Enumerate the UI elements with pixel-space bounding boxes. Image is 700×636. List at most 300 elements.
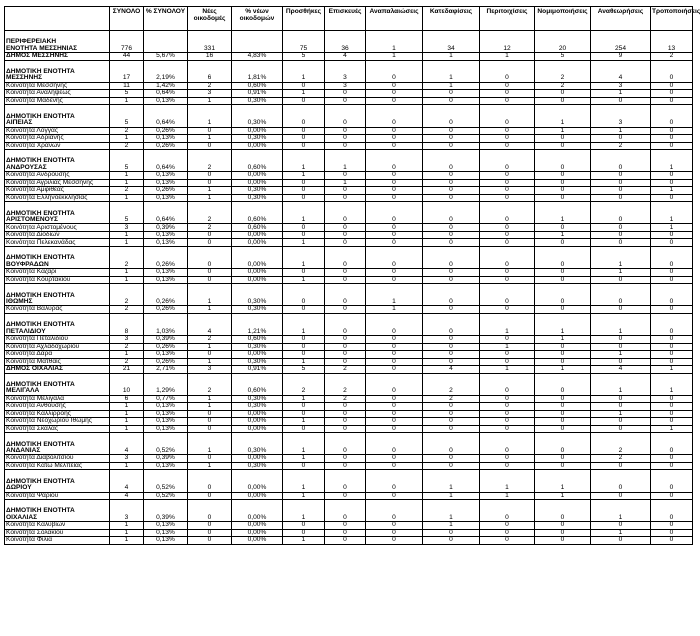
table-cell: 776: [110, 31, 144, 53]
table-cell: 1: [110, 269, 144, 277]
table-row: [5, 529, 693, 537]
table-cell: 0: [651, 492, 693, 500]
table-cell: 0: [366, 269, 423, 277]
table-cell: 0: [325, 97, 366, 105]
row-label-line: Κοινότητα Διοδίων: [6, 231, 60, 239]
table-cell: 0: [651, 433, 693, 455]
table-cell: 0: [591, 97, 651, 105]
table-cell: 2: [110, 127, 144, 135]
table-cell: 1: [283, 246, 325, 268]
table-cell: 0,13%: [144, 529, 188, 537]
table-cell: 0: [651, 403, 693, 411]
table-row: [5, 82, 693, 90]
table-cell: 0: [423, 202, 480, 224]
table-cell: 0: [651, 246, 693, 268]
table-cell: 1: [651, 150, 693, 172]
table-cell: 0,00%: [232, 537, 283, 545]
table-cell: 1: [110, 537, 144, 545]
row-label: [5, 194, 110, 202]
table-cell: [232, 31, 283, 53]
table-cell: 0,00%: [232, 410, 283, 418]
table-cell: 0: [480, 455, 535, 463]
table-cell: 0: [366, 150, 423, 172]
table-cell: 0: [480, 336, 535, 344]
table-cell: 0: [366, 358, 423, 366]
table-cell: 0,26%: [144, 358, 188, 366]
table-cell: 0: [366, 90, 423, 98]
table-cell: 0: [480, 537, 535, 545]
table-cell: 21: [110, 366, 144, 374]
table-cell: 1: [480, 53, 535, 61]
table-cell: 0: [480, 60, 535, 82]
table-cell: 0: [283, 127, 325, 135]
table-cell: 0,13%: [144, 522, 188, 530]
table-cell: 0: [423, 231, 480, 239]
table-row: [5, 351, 693, 359]
table-cell: 1: [591, 410, 651, 418]
table-cell: 1: [325, 150, 366, 172]
table-cell: 0,00%: [232, 425, 283, 433]
table-cell: 1: [283, 500, 325, 522]
table-cell: 0,30%: [232, 462, 283, 470]
table-cell: 5: [535, 53, 591, 61]
table-cell: 1: [651, 366, 693, 374]
row-label: [5, 336, 110, 344]
row-label: [5, 462, 110, 470]
table-cell: 2: [325, 366, 366, 374]
table-cell: 4: [591, 60, 651, 82]
table-cell: 0: [366, 351, 423, 359]
table-cell: 0: [651, 231, 693, 239]
table-cell: 0: [283, 135, 325, 143]
row-label-line: Κοινότητα Ψαρίου: [6, 491, 59, 499]
table-cell: 0: [188, 410, 232, 418]
table-cell: 0: [325, 462, 366, 470]
table-cell: 0: [651, 395, 693, 403]
header-corner: [5, 7, 110, 31]
row-label-line: ΕΝΟΤΗΤΑ ΜΕΣΣΗΝΙΑΣ: [6, 44, 78, 52]
table-cell: 0: [188, 276, 232, 284]
table-row-group: [5, 202, 693, 224]
table-cell: 0: [283, 224, 325, 232]
table-cell: 0,00%: [232, 500, 283, 522]
row-label-line: ΔΗΜΟΤΙΚΗ ΕΝΟΤΗΤΑ: [6, 68, 75, 76]
table-cell: 0,30%: [232, 194, 283, 202]
table-cell: 1: [480, 492, 535, 500]
table-cell: 0: [535, 529, 591, 537]
row-label-line: ΑΡΙΣΤΟΜΕΝΟΥΣ: [6, 216, 58, 224]
row-label-line: ΑΝΔΑΝΙΑΣ: [6, 446, 41, 454]
table-cell: 5,67%: [144, 53, 188, 61]
table-cell: 0: [283, 306, 325, 314]
table-cell: 0: [535, 455, 591, 463]
row-label-line: Κοινότητα Αγριλιάς Μεσσήνης: [6, 178, 94, 186]
row-label-line: ΑΙΠΕΙΑΣ: [6, 119, 33, 127]
table-cell: 1: [535, 366, 591, 374]
table-cell: 0: [423, 97, 480, 105]
table-cell: 0: [366, 187, 423, 195]
table-cell: 0,00%: [232, 142, 283, 150]
table-cell: 0: [535, 425, 591, 433]
table-cell: 0: [591, 231, 651, 239]
table-cell: 0: [188, 455, 232, 463]
table-cell: 0: [283, 343, 325, 351]
table-cell: 1: [480, 313, 535, 335]
row-label: [5, 31, 110, 53]
table-cell: 0: [325, 231, 366, 239]
table-cell: 0: [423, 410, 480, 418]
table-cell: 0: [366, 142, 423, 150]
table-row-group: [5, 373, 693, 395]
table-cell: 0: [480, 500, 535, 522]
table-cell: 0: [651, 179, 693, 187]
table-cell: 0: [188, 470, 232, 492]
table-cell: 0: [283, 82, 325, 90]
table-cell: 0,13%: [144, 231, 188, 239]
table-cell: 0: [423, 343, 480, 351]
table-cell: 0: [283, 403, 325, 411]
table-cell: 2: [423, 395, 480, 403]
table-row: [5, 425, 693, 433]
table-cell: 16: [188, 53, 232, 61]
table-cell: 1: [423, 492, 480, 500]
table-cell: 0: [591, 537, 651, 545]
table-cell: 0: [651, 418, 693, 426]
table-cell: 0: [325, 522, 366, 530]
table-cell: 1: [283, 90, 325, 98]
table-row-group: [5, 105, 693, 127]
table-cell: 2: [188, 202, 232, 224]
table-cell: 2: [283, 373, 325, 395]
table-cell: 1: [283, 492, 325, 500]
table-cell: 0: [366, 492, 423, 500]
table-cell: 0,30%: [232, 433, 283, 455]
table-cell: 0,26%: [144, 187, 188, 195]
row-label-line: ΔΗΜΟΤΙΚΗ ΕΝΟΤΗΤΑ: [6, 380, 75, 388]
table-cell: 3: [188, 90, 232, 98]
table-cell: 0: [651, 194, 693, 202]
row-label-line: ΠΕΤΑΛΙΔΙΟΥ: [6, 327, 46, 335]
row-label-line: ΔΗΜΟΤΙΚΗ ΕΝΟΤΗΤΑ: [6, 440, 75, 448]
table-cell: 0: [283, 425, 325, 433]
table-cell: 0: [325, 276, 366, 284]
table-cell: 8: [110, 313, 144, 335]
table-cell: 1: [423, 60, 480, 82]
table-cell: 0: [535, 142, 591, 150]
table-row-group: [5, 53, 693, 61]
row-label-line: ΔΗΜΟΤΙΚΗ ΕΝΟΤΗΤΑ: [6, 254, 75, 262]
table-cell: 0,26%: [144, 284, 188, 306]
table-cell: 1: [188, 306, 232, 314]
table-cell: 0,60%: [232, 82, 283, 90]
row-label-line: Κοινότητα Αριστομένους: [6, 223, 77, 231]
table-cell: 0: [480, 410, 535, 418]
table-cell: 5: [110, 105, 144, 127]
table-cell: 0,60%: [232, 336, 283, 344]
table-cell: 0: [423, 529, 480, 537]
table-cell: 0: [591, 135, 651, 143]
table-cell: 0,13%: [144, 179, 188, 187]
table-cell: 2: [188, 224, 232, 232]
table-cell: 1: [110, 172, 144, 180]
table-cell: 1: [283, 395, 325, 403]
table-row: [5, 492, 693, 500]
table-cell: 0: [423, 142, 480, 150]
table-cell: 0: [366, 395, 423, 403]
table-cell: 0,00%: [232, 522, 283, 530]
table-cell: 0: [188, 522, 232, 530]
row-label-line: Κοινότητα Αδριανής: [6, 134, 64, 142]
table-cell: 0,30%: [232, 403, 283, 411]
row-label-line: Κοινότητα Δάρα: [6, 350, 53, 358]
table-row: [5, 269, 693, 277]
table-cell: 0,39%: [144, 224, 188, 232]
table-cell: 0: [188, 529, 232, 537]
table-row-group: [5, 470, 693, 492]
table-cell: 1: [423, 470, 480, 492]
table-cell: 0,26%: [144, 246, 188, 268]
table-cell: 0: [591, 358, 651, 366]
table-cell: 0: [535, 284, 591, 306]
table-cell: 0: [325, 187, 366, 195]
table-row: [5, 276, 693, 284]
table-cell: 0: [480, 172, 535, 180]
table-cell: 1: [283, 150, 325, 172]
table-cell: 1: [535, 336, 591, 344]
header-cell: % ΣΥΝΟΛΟΥ: [144, 7, 188, 31]
row-label: [5, 231, 110, 239]
table-cell: 0: [591, 470, 651, 492]
table-cell: 4: [325, 53, 366, 61]
table-cell: 0: [423, 105, 480, 127]
row-label-line: Κοινότητα Πελεκανάδας: [6, 238, 76, 246]
row-label: [5, 150, 110, 172]
table-cell: 0: [651, 455, 693, 463]
table-cell: 0: [325, 403, 366, 411]
table-cell: 4: [110, 433, 144, 455]
table-cell: 0,30%: [232, 187, 283, 195]
table-cell: 0: [366, 276, 423, 284]
table-cell: 0: [188, 500, 232, 522]
table-cell: 2: [591, 455, 651, 463]
table-cell: 0: [283, 97, 325, 105]
table-cell: 0: [366, 194, 423, 202]
table-cell: 0: [188, 492, 232, 500]
table-cell: 0: [423, 150, 480, 172]
table-cell: 0: [188, 231, 232, 239]
header-cell: Προσθήκες: [283, 7, 325, 31]
table-cell: 0: [325, 313, 366, 335]
table-cell: 0,00%: [232, 276, 283, 284]
row-label-line: ΔΗΜΟΤΙΚΗ ΕΝΟΤΗΤΑ: [6, 507, 75, 515]
table-cell: 0,00%: [232, 351, 283, 359]
table-cell: 0: [366, 425, 423, 433]
table-cell: 0: [480, 179, 535, 187]
table-cell: 0: [591, 202, 651, 224]
table-cell: 1: [188, 284, 232, 306]
table-cell: 1,03%: [144, 313, 188, 335]
header-cell: % νέων οικοδομών: [232, 7, 283, 31]
table-row: [5, 142, 693, 150]
table-row-group: [5, 433, 693, 455]
table-cell: 0: [283, 231, 325, 239]
table-cell: 0: [325, 135, 366, 143]
table-cell: 1: [480, 366, 535, 374]
row-label: [5, 276, 110, 284]
table-cell: 1: [283, 455, 325, 463]
row-label: [5, 269, 110, 277]
table-cell: 0: [651, 82, 693, 90]
table-row: [5, 358, 693, 366]
table-cell: 0: [480, 306, 535, 314]
table-cell: 0: [283, 351, 325, 359]
table-cell: 0: [535, 500, 591, 522]
table-cell: 0: [591, 179, 651, 187]
table-cell: 0: [423, 425, 480, 433]
table-cell: 2: [535, 82, 591, 90]
row-label-line: ΔΗΜΟΣ ΜΕΣΣΗΝΗΣ: [6, 52, 68, 60]
row-label: [5, 239, 110, 247]
table-cell: 0: [535, 522, 591, 530]
table-cell: 0,13%: [144, 194, 188, 202]
row-label-line: Κοινότητα Πεταλιδίου: [6, 335, 68, 343]
table-cell: 0: [423, 358, 480, 366]
table-cell: 0: [651, 276, 693, 284]
table-cell: 0: [535, 403, 591, 411]
table-cell: 1,42%: [144, 82, 188, 90]
table-row: [5, 336, 693, 344]
table-cell: 1: [188, 187, 232, 195]
table-cell: 0,30%: [232, 284, 283, 306]
table-cell: 0: [480, 395, 535, 403]
table-cell: 0: [535, 395, 591, 403]
table-cell: 0,52%: [144, 433, 188, 455]
table-cell: 5: [283, 366, 325, 374]
table-cell: 1: [188, 105, 232, 127]
table-row: [5, 455, 693, 463]
table-cell: 1: [366, 306, 423, 314]
table-body: [5, 31, 693, 545]
row-label-line: Κοινότητα Κουρτακίου: [6, 275, 71, 283]
table-cell: 0: [325, 343, 366, 351]
table-cell: 0,13%: [144, 537, 188, 545]
row-label-line: ΔΩΡΙΟΥ: [6, 484, 32, 492]
table-cell: 0: [535, 358, 591, 366]
table-cell: 0: [366, 433, 423, 455]
table-cell: 9: [591, 53, 651, 61]
table-cell: 0,60%: [232, 202, 283, 224]
table-cell: 0,00%: [232, 418, 283, 426]
header-cell: Αναπαλαιώσεις: [366, 7, 423, 31]
table-cell: 0: [651, 336, 693, 344]
table-cell: 0: [366, 462, 423, 470]
table-cell: 0: [283, 462, 325, 470]
table-cell: 0: [423, 284, 480, 306]
table-cell: 1: [651, 425, 693, 433]
table-cell: 1: [591, 269, 651, 277]
table-cell: 1: [535, 470, 591, 492]
table-cell: 0: [283, 522, 325, 530]
table-cell: 0: [366, 97, 423, 105]
table-cell: 0: [651, 358, 693, 366]
table-cell: 0: [423, 90, 480, 98]
table-row: [5, 135, 693, 143]
table-row: [5, 239, 693, 247]
table-cell: 0,13%: [144, 172, 188, 180]
table-cell: 10: [110, 373, 144, 395]
table-cell: 3: [591, 82, 651, 90]
table-cell: 0: [188, 127, 232, 135]
table-cell: 0: [480, 522, 535, 530]
table-cell: 0,13%: [144, 269, 188, 277]
table-cell: 0: [325, 246, 366, 268]
table-cell: 0: [423, 239, 480, 247]
table-cell: 0: [591, 418, 651, 426]
table-cell: 0,13%: [144, 462, 188, 470]
table-cell: 0: [480, 150, 535, 172]
table-cell: 0,39%: [144, 500, 188, 522]
table-cell: 0: [535, 306, 591, 314]
row-label-line: ΜΕΛΙΓΑΛΑ: [6, 387, 40, 395]
table-cell: 0: [535, 179, 591, 187]
table-cell: 0,26%: [144, 343, 188, 351]
table-cell: 0: [366, 105, 423, 127]
table-cell: 3: [325, 82, 366, 90]
table-cell: 0: [366, 529, 423, 537]
table-row: [5, 306, 693, 314]
row-label: [5, 433, 110, 455]
table-cell: 0: [366, 403, 423, 411]
table-cell: 5: [283, 53, 325, 61]
table-cell: 0: [325, 142, 366, 150]
table-cell: 254: [591, 31, 651, 53]
table-cell: 1: [188, 135, 232, 143]
table-cell: 0: [651, 351, 693, 359]
table-cell: 1: [110, 403, 144, 411]
table-cell: 12: [480, 31, 535, 53]
table-cell: 0: [366, 246, 423, 268]
row-label-line: Κοινότητα Μαδένης: [6, 96, 63, 104]
row-label-line: Κοινότητα Βαλύρας: [6, 305, 63, 313]
table-cell: 0: [535, 276, 591, 284]
table-cell: 0: [535, 97, 591, 105]
table-cell: 0: [535, 135, 591, 143]
table-cell: 2: [188, 373, 232, 395]
table-cell: 2: [110, 142, 144, 150]
table-cell: 0: [535, 343, 591, 351]
table-cell: 1: [110, 179, 144, 187]
table-cell: 1: [591, 529, 651, 537]
table-cell: 0: [480, 269, 535, 277]
table-cell: 1: [283, 172, 325, 180]
table-cell: 0,26%: [144, 306, 188, 314]
table-row-group: [5, 500, 693, 522]
table-cell: 3: [110, 336, 144, 344]
table-cell: 0,30%: [232, 343, 283, 351]
row-label-line: Κοινότητα Νεοχωρίου Ιθώμης: [6, 417, 92, 425]
row-label: [5, 105, 110, 127]
table-cell: 0: [366, 336, 423, 344]
table-row-group: [5, 150, 693, 172]
table-cell: 0: [591, 522, 651, 530]
table-cell: 0,00%: [232, 179, 283, 187]
row-label: [5, 313, 110, 335]
table-cell: 0: [591, 492, 651, 500]
table-cell: 0: [480, 127, 535, 135]
table-cell: 2: [110, 284, 144, 306]
table-cell: 0: [283, 187, 325, 195]
table-cell: 11: [110, 82, 144, 90]
